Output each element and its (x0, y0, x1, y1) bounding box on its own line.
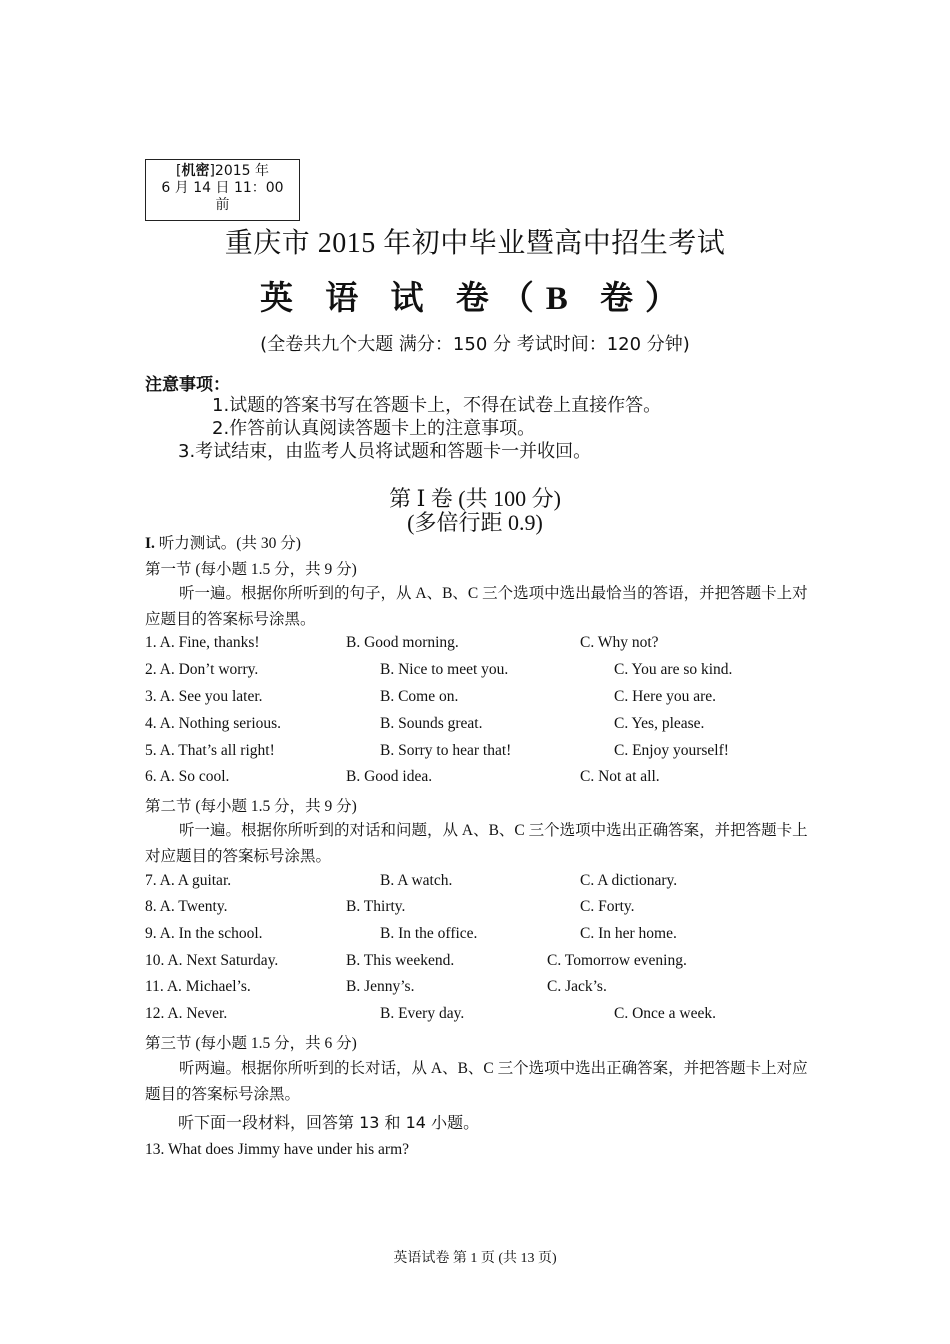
q8-option-b: B. Thirty. (346, 898, 406, 915)
q7-option-a: 7. A. A guitar. (145, 872, 232, 889)
exam-title: 重庆市 2015 年初中毕业暨高中招生考试 (224, 228, 726, 259)
q2-option-b: B. Nice to meet you. (380, 661, 509, 678)
q12-option-c: C. Once a week. (614, 1005, 716, 1022)
part1-note: (多倍行距 0.9) (407, 510, 543, 535)
q2-option-a: 2. A. Don’t worry. (145, 661, 259, 678)
confidential-tag: 机密 (181, 163, 210, 179)
q1-option-c: C. Why not? (580, 634, 659, 651)
confidential-line-3: 前 (215, 197, 230, 213)
q9-option-b: B. In the office. (380, 925, 478, 942)
q11-option-a: 11. A. Michael’s. (145, 978, 251, 995)
q6-option-c: C. Not at all. (580, 768, 660, 785)
confidential-box (145, 159, 300, 221)
q5-option-a: 5. A. That’s all right! (145, 742, 275, 759)
q1-option-a: 1. A. Fine, thanks! (145, 634, 260, 651)
q6-option-a: 6. A. So cool. (145, 768, 230, 785)
q1-option-b: B. Good morning. (346, 634, 459, 651)
notice-heading: 注意事项： (145, 375, 230, 395)
notice-item-1: 1.试题的答案书写在答题卡上，不得在试卷上直接作答。 (212, 395, 662, 416)
q7-option-b: B. A watch. (380, 872, 453, 889)
q5-option-b: B. Sorry to hear that! (380, 742, 512, 759)
q12-option-b: B. Every day. (380, 1005, 465, 1022)
notice-item-2: 2.作答前认真阅读答题卡上的注意事项。 (212, 418, 536, 439)
q5-option-c: C. Enjoy yourself! (614, 742, 729, 759)
q3-option-b: B. Come on. (380, 688, 459, 705)
q4-option-c: C. Yes, please. (614, 715, 705, 732)
sub1-instruction: 听一遍。根据你所听到的句子，从 A、B、C 三个选项中选出最恰当的答语，并把答题卡上对应题目的答案标号涂黑。 (145, 585, 808, 628)
q10-option-b: B. This weekend. (346, 952, 455, 969)
section-i-heading: I. 听力测试。(共 30 分) (145, 535, 301, 552)
q10-option-c: C. Tomorrow evening. (547, 952, 687, 969)
exam-info: (全卷共九个大题 满分：150 分 考试时间：120 分钟) (260, 334, 690, 355)
sub3-material-note: 听下面一段材料，回答第 13 和 14 小题。 (178, 1113, 480, 1132)
sub3-instruction: 听两遍。根据你所听到的长对话，从 A、B、C 三个选项中选出正确答案，并把答题卡上对应题目的答案标号涂黑。 (145, 1060, 808, 1103)
q9-option-c: C. In her home. (580, 925, 677, 942)
q4-option-b: B. Sounds great. (380, 715, 483, 732)
q6-option-b: B. Good idea. (346, 768, 433, 785)
sub3-heading: 第三节 (每小题 1.5 分，共 6 分) (145, 1035, 357, 1052)
q4-option-a: 4. A. Nothing serious. (145, 715, 282, 732)
confidential-line-2: 6 月 14 日 11：00 (161, 180, 284, 196)
q12-option-a: 12. A. Never. (145, 1005, 228, 1022)
part1-title: 第 Ⅰ 卷 (共 100 分) (389, 486, 561, 511)
page-footer: 英语试卷 第 1 页 (共 13 页) (393, 1251, 557, 1266)
confidential-line-1: [机密]2015 年 (175, 163, 270, 179)
notice-item-3: 3.考试结束，由监考人员将试题和答题卡一并收回。 (178, 441, 592, 462)
q11-option-b: B. Jenny’s. (346, 978, 415, 995)
q8-option-c: C. Forty. (580, 898, 635, 915)
q2-option-c: C. You are so kind. (614, 661, 733, 678)
sub2-heading: 第二节 (每小题 1.5 分，共 9 分) (145, 798, 357, 815)
q3-option-c: C. Here you are. (614, 688, 716, 705)
exam-subtitle: 英 语 试 卷（B 卷） (259, 281, 690, 317)
q13-question: 13. What does Jimmy have under his arm? (145, 1141, 410, 1158)
q9-option-a: 9. A. In the school. (145, 925, 263, 942)
q8-option-a: 8. A. Twenty. (145, 898, 228, 915)
q10-option-a: 10. A. Next Saturday. (145, 952, 279, 969)
q7-option-c: C. A dictionary. (580, 872, 678, 889)
sub1-heading: 第一节 (每小题 1.5 分，共 9 分) (145, 561, 357, 578)
q3-option-a: 3. A. See you later. (145, 688, 263, 705)
q11-option-c: C. Jack’s. (547, 978, 607, 995)
sub2-instruction: 听一遍。根据你所听到的对话和问题，从 A、B、C 三个选项中选出正确答案，并把答题卡上对应题目的答案标号涂黑。 (145, 822, 808, 865)
